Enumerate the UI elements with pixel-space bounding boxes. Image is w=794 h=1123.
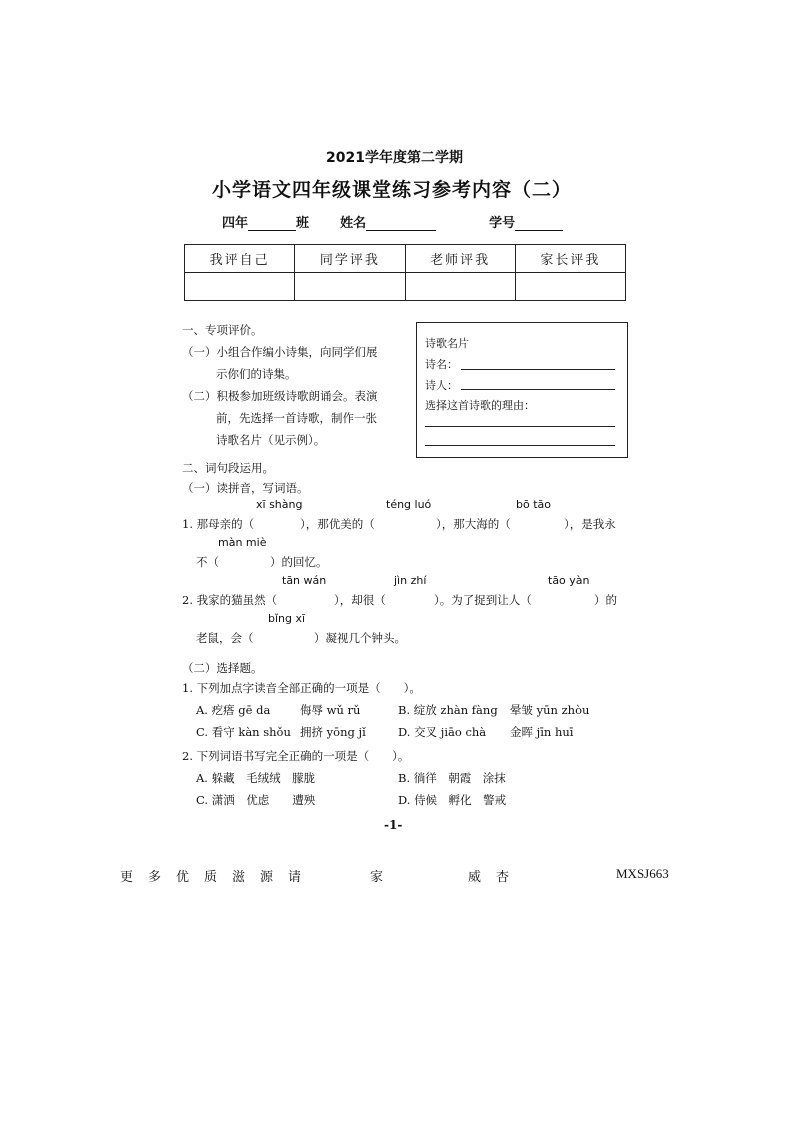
q2-line1-b: ），却很（ <box>334 593 386 607</box>
choice1-option-b1[interactable]: B. 绽放 zhàn fàng <box>398 703 498 717</box>
eval-cell-teacher[interactable] <box>405 273 515 301</box>
choice2-option-b[interactable]: B. 徜徉 朝霞 涂抹 <box>398 771 506 785</box>
q2-pinyin-3: tāo yàn <box>548 574 590 587</box>
eval-header-teacher: 老师评我 <box>405 245 515 273</box>
page-title: 小学语文四年级课堂练习参考内容（二） <box>212 179 573 201</box>
section2-sub1: （一）读拼音，写词语。 <box>182 481 309 495</box>
choice2-option-a[interactable]: A. 躲藏 毛绒绒 朦胧 <box>196 771 316 785</box>
poem-card-title: 诗歌名片 <box>425 337 469 350</box>
choice1-option-d1[interactable]: D. 交叉 jiāo chà <box>398 725 487 739</box>
q1-pinyin-3: bō tāo <box>516 498 551 511</box>
q2-pinyin-4: bǐng xī <box>268 612 306 625</box>
eval-header-parent: 家长评我 <box>515 245 625 273</box>
q1-line2-b: ）的回忆。 <box>270 555 328 569</box>
choice1-option-a1[interactable]: A. 疙瘩 gē da <box>196 703 271 717</box>
q1-line1-c: ），那大海的（ <box>436 517 511 531</box>
student-info-row <box>222 212 563 231</box>
footer-char-10: 杏 <box>496 870 510 885</box>
id-blank[interactable] <box>515 218 563 231</box>
q2-line1-c: ）。为了捉到让人（ <box>434 593 532 607</box>
evaluation-table <box>184 244 626 301</box>
eval-header-peer: 同学评我 <box>295 245 405 273</box>
eval-cell-peer[interactable] <box>295 273 405 301</box>
choice2-option-d[interactable]: D. 侍候 孵化 警戒 <box>398 793 507 807</box>
section1-item2-line2: 前，先选择一首诗歌，制作一张 <box>216 411 377 425</box>
footer-char-7: 请 <box>288 870 302 885</box>
footer-char-5: 滋 <box>232 870 246 885</box>
poem-name-blank[interactable] <box>461 369 615 370</box>
choice1-option-c2: 拥挤 yōng jǐ <box>300 725 366 739</box>
choice1-option-c1[interactable]: C. 看守 kàn shǒu <box>196 725 291 739</box>
footer-char-6: 源 <box>260 870 274 885</box>
footer-code: MXSJ663 <box>616 866 669 881</box>
footer-char-4: 质 <box>204 870 218 885</box>
choice1-option-a2: 侮辱 wǔ rǔ <box>300 703 361 717</box>
footer-char-1: 更 <box>120 870 134 885</box>
poet-blank[interactable] <box>461 389 615 390</box>
q2-line1-a: 2. 我家的猫虽然（ <box>182 593 278 607</box>
q1-pinyin-4: màn miè <box>218 536 267 549</box>
choice1-stem: 1. 下列加点字读音全部正确的一项是（ ）。 <box>182 681 421 695</box>
id-label: 学号 <box>489 216 516 231</box>
footer-char-8: 家 <box>370 870 384 885</box>
q2-line2-a: 老鼠，会（ <box>196 631 254 645</box>
poem-name-label: 诗名： <box>425 358 458 371</box>
q1-line1-a: 1. 那母亲的（ <box>182 517 255 531</box>
reason-blank-1[interactable] <box>425 426 615 427</box>
poet-label: 诗人： <box>425 379 458 392</box>
grade-blank[interactable] <box>248 218 296 231</box>
name-blank[interactable] <box>366 218 436 231</box>
footer-char-9: 威 <box>468 870 482 885</box>
name-label: 姓名 <box>340 216 367 231</box>
eval-header-self: 我评自己 <box>185 245 295 273</box>
section2-heading: 二、词句段运用。 <box>182 461 274 475</box>
choice1-option-d2: 金晖 jīn huī <box>510 725 574 739</box>
school-year: 2021学年度第二学期 <box>326 150 463 166</box>
q1-pinyin-2: téng luó <box>386 498 432 511</box>
choice1-option-b2: 晕皱 yūn zhòu <box>510 703 590 717</box>
q2-line2-b: ）凝视几个钟头。 <box>314 631 406 645</box>
footer-char-3: 优 <box>176 870 190 885</box>
section1-item1-line1: （一）小组合作编小诗集，向同学们展 <box>182 345 378 359</box>
page-number: -1- <box>384 818 403 832</box>
section1-item2-line3: 诗歌名片（见示例）。 <box>216 433 326 447</box>
section1-item2-line1: （二）积极参加班级诗歌朗诵会。表演 <box>182 389 378 403</box>
class-label: 班 <box>296 216 310 231</box>
q1-line1-b: ），那优美的（ <box>300 517 375 531</box>
q2-pinyin-1: tān wán <box>282 574 327 587</box>
q1-line2-a: 不（ <box>196 555 219 569</box>
poem-card <box>416 322 628 458</box>
q1-pinyin-1: xī shàng <box>256 498 303 511</box>
grade-label: 四年 <box>222 216 249 231</box>
eval-cell-self[interactable] <box>185 273 295 301</box>
choice2-stem: 2. 下列词语书写完全正确的一项是（ ）。 <box>182 749 410 763</box>
section1-item1-line2: 示你们的诗集。 <box>216 367 297 381</box>
footer-char-2: 多 <box>148 870 162 885</box>
q2-pinyin-2: jìn zhí <box>394 574 427 587</box>
section1-heading: 一、专项评价。 <box>182 323 263 337</box>
q1-line1-d: ），是我永 <box>564 517 616 531</box>
reason-label: 选择这首诗歌的理由： <box>425 399 535 412</box>
reason-blank-2[interactable] <box>425 445 615 446</box>
section2-sub2: （二）选择题。 <box>182 661 263 675</box>
choice2-option-c[interactable]: C. 潇洒 优虑 遭殃 <box>196 793 316 807</box>
eval-cell-parent[interactable] <box>515 273 625 301</box>
q2-line1-d: ）的 <box>594 593 617 607</box>
